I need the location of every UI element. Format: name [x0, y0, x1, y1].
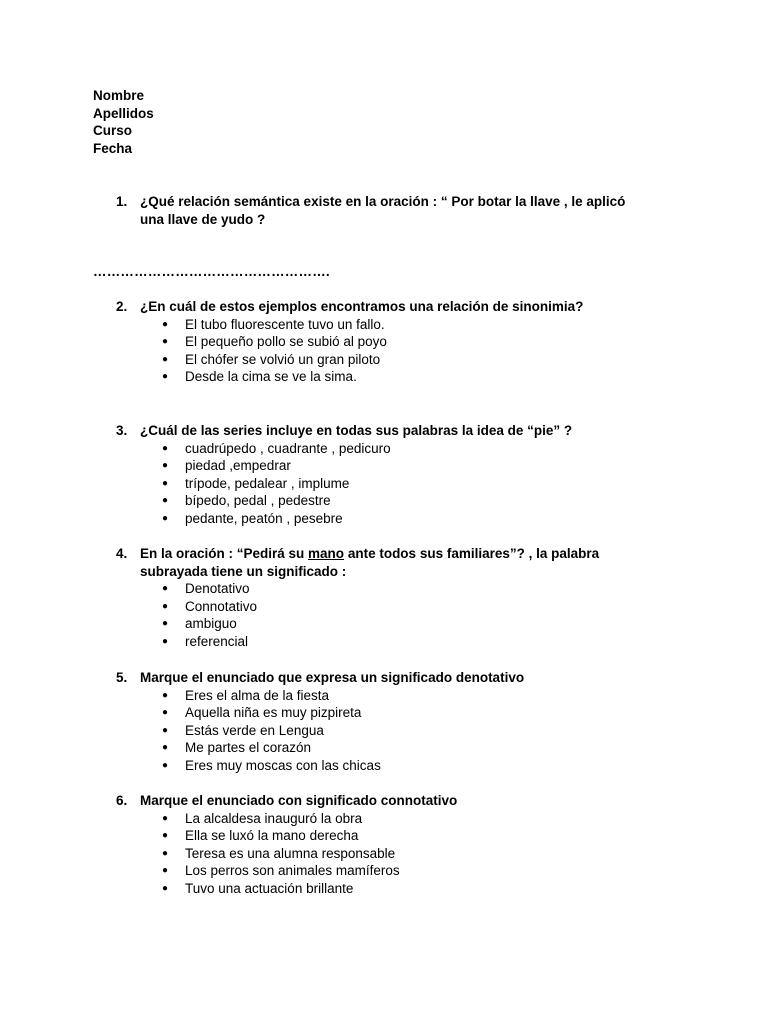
answer-line: …………………………………………….: [93, 264, 330, 279]
option-item: ● referencial: [116, 633, 676, 651]
bullet-icon: ●: [162, 460, 169, 472]
question-number: 1.: [116, 194, 128, 209]
question-number: 6.: [116, 793, 128, 808]
student-info-header: [93, 87, 154, 157]
bullet-icon: ●: [162, 865, 169, 877]
bullet-icon: ●: [162, 742, 169, 754]
option-list: [116, 440, 676, 528]
option-item: ● El tubo fluorescente tuvo un fallo.: [116, 316, 676, 334]
bullet-icon: ●: [162, 477, 169, 489]
option-item: ● Ella se luxó la mano derecha: [116, 827, 676, 845]
bullet-icon: ●: [162, 353, 169, 365]
bullet-icon: ●: [162, 600, 169, 612]
question-text: ¿Cuál de las series incluye en todas sus palabras la idea de “pie” ?: [140, 423, 573, 438]
option-list: [116, 687, 676, 775]
bullet-icon: ●: [162, 724, 169, 736]
option-item: ● Eres muy moscas con las chicas: [116, 757, 676, 775]
surname-label: Apellidos: [93, 105, 154, 121]
question-text-line2: subrayada tiene un significado :: [140, 563, 347, 579]
option-item: ● Estás verde en Lengua: [116, 722, 676, 740]
question-text: Marque el enunciado que expresa un significado denotativo: [140, 670, 525, 685]
bullet-icon: ●: [162, 707, 169, 719]
bullet-icon: ●: [162, 830, 169, 842]
question-5: [116, 669, 676, 774]
option-item: ● Me partes el corazón: [116, 739, 676, 757]
option-item: ● Eres el alma de la fiesta: [116, 687, 676, 705]
bullet-icon: ●: [162, 847, 169, 859]
question-3: [116, 422, 676, 527]
question-4: [116, 545, 676, 650]
option-item: ● cuadrúpedo , cuadrante , pedicuro: [116, 440, 676, 458]
option-item: ● pedante, peatón , pesebre: [116, 510, 676, 528]
bullet-icon: ●: [162, 442, 169, 454]
question-text: Marque el enunciado con significado connotativo: [140, 793, 458, 808]
question-text-post: ante todos sus familiares”? , la palabra: [344, 546, 600, 561]
course-label: Curso: [93, 123, 133, 138]
option-list: [116, 810, 676, 898]
date-label: Fecha: [93, 140, 133, 156]
bullet-icon: ●: [162, 495, 169, 507]
option-item: ● ambiguo: [116, 615, 676, 633]
question-text-line1: ¿Qué relación semántica existe en la oración : “ Por botar la llave , le aplicó: [140, 194, 626, 209]
question-number: 4.: [116, 546, 128, 561]
question-text-line2: una llave de yudo ?: [140, 211, 266, 227]
option-list: [116, 580, 676, 650]
underlined-word: mano: [308, 546, 345, 561]
option-item: ● Tuvo una actuación brillante: [116, 880, 676, 898]
option-item: ● El pequeño pollo se subió al poyo: [116, 333, 676, 351]
question-number: 3.: [116, 423, 128, 438]
question-1: [116, 193, 676, 228]
question-2: [116, 298, 676, 386]
option-item: ● Denotativo: [116, 580, 676, 598]
option-item: ● La alcaldesa inauguró la obra: [116, 810, 676, 828]
option-item: ● Teresa es una alumna responsable: [116, 845, 676, 863]
option-list: [116, 316, 676, 386]
question-6: [116, 792, 676, 897]
bullet-icon: ●: [162, 689, 169, 701]
bullet-icon: ●: [162, 512, 169, 524]
option-item: ● Connotativo: [116, 598, 676, 616]
bullet-icon: ●: [162, 583, 169, 594]
option-item: ● El chófer se volvió un gran piloto: [116, 351, 676, 369]
bullet-icon: ●: [162, 759, 169, 771]
option-item: ● piedad ,empedrar: [116, 457, 676, 475]
option-item: ● Los perros son animales mamíferos: [116, 862, 676, 880]
bullet-icon: ●: [162, 336, 169, 348]
bullet-icon: ●: [162, 635, 169, 647]
question-text: ¿En cuál de estos ejemplos encontramos una relación de sinonimia?: [140, 299, 584, 314]
bullet-icon: ●: [162, 812, 169, 824]
option-item: ● Aquella niña es muy pizpireta: [116, 704, 676, 722]
bullet-icon: ●: [162, 318, 169, 330]
question-text-pre: En la oración : “Pedirá su: [140, 546, 309, 561]
bullet-icon: ●: [162, 371, 169, 383]
option-item: ● trípode, pedalear , implume: [116, 475, 676, 493]
question-number: 5.: [116, 670, 128, 685]
name-label: Nombre: [93, 88, 145, 103]
option-item: ● bípedo, pedal , pedestre: [116, 492, 676, 510]
question-number: 2.: [116, 299, 128, 314]
option-item: ● Desde la cima se ve la sima.: [116, 368, 676, 386]
bullet-icon: ●: [162, 618, 169, 630]
bullet-icon: ●: [162, 882, 169, 894]
